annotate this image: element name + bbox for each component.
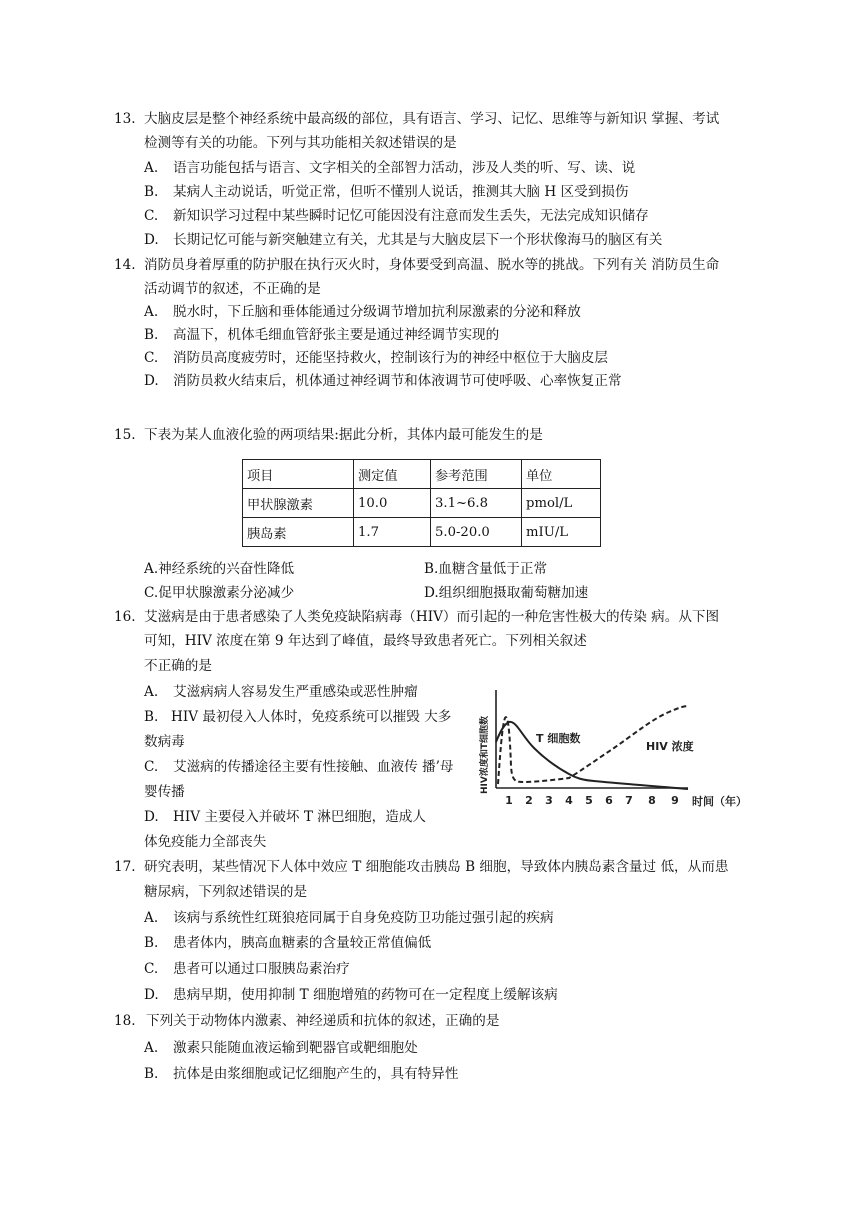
q17-stem-line2: 糖尿病，下列叙述错误的是 <box>144 884 308 900</box>
table-cell: 10.0 <box>354 489 431 518</box>
table-header-cell: 项目 <box>243 460 354 489</box>
q14-stem-line2: 活动调节的叙述，不正确的是 <box>144 281 321 297</box>
table-cell: 1.7 <box>354 518 431 547</box>
q17-option-b-text: 患者体内，胰高血糖素的含量较正常值偏低 <box>173 935 432 951</box>
q13-stem-line2: 检测等有关的功能。下列与其功能相关叙述错误的是 <box>144 135 457 151</box>
lab-results-table <box>242 459 601 547</box>
table-row <box>243 518 601 547</box>
q13-option-d-label: D. <box>144 232 159 248</box>
q17-stem-line1: 研究表明，某些情况下人体中效应 T 细胞能攻击胰岛 B 细胞，导致体内胰岛素含量过 低，从而患 <box>144 859 729 875</box>
x-tick-label: 6 <box>605 794 613 807</box>
chart-y-label: HIV浓度和T细胞数 <box>480 716 490 794</box>
hiv-tcell-chart <box>474 686 774 814</box>
q14-number: 14. <box>114 257 136 273</box>
q16-stem-line2: 可知，HIV 浓度在第 9 年达到了峰值，最终导致患者死亡。下列相关叙述 <box>144 633 587 649</box>
q16-option-c-label: C. <box>144 759 159 775</box>
q13-number: 13. <box>114 111 136 127</box>
q17-option-a-label: A. <box>144 910 159 926</box>
chart-x-ticks <box>505 794 679 807</box>
q18-option-b-label: B. <box>144 1066 159 1082</box>
hiv-series-label: HIV 浓度 <box>646 740 694 753</box>
x-tick-label: 4 <box>565 794 573 807</box>
q18-option-b-text: 抗体是由浆细胞或记忆细胞产生的，具有特异性 <box>173 1066 459 1082</box>
chart-x-label: 时间（年） <box>692 795 747 808</box>
q15-option-a: A.神经系统的兴奋性降低 <box>144 561 295 577</box>
table-header-cell: 测定值 <box>354 460 431 489</box>
table-header-row <box>243 460 601 489</box>
q15-option-d: D.组织细胞摄取葡萄糖加速 <box>424 585 589 601</box>
table-cell: 5.0-20.0 <box>431 518 522 547</box>
q16-option-d-label: D. <box>144 809 159 825</box>
q14-option-b-text: 高温下，机体毛细血管舒张主要是通过神经调节实现的 <box>173 327 500 343</box>
q15-option-c: C.促甲状腺激素分泌减少 <box>144 585 295 601</box>
q16-option-c-text1: 艾滋病的传播途径主要有性接触、血液传 播’母 <box>173 759 454 775</box>
q18-option-a-label: A. <box>144 1040 159 1056</box>
table-cell: 胰岛素 <box>243 518 354 547</box>
q18-option-a-text: 激素只能随血液运输到靶器官或靶细胞处 <box>173 1040 418 1056</box>
q16-number: 16. <box>114 609 136 625</box>
table-cell: pmol/L <box>522 489 601 518</box>
table-cell: 甲状腺激素 <box>243 489 354 518</box>
q15-option-b: B.血糖含量低于正常 <box>424 561 548 577</box>
table-header-cell: 参考范围 <box>431 460 522 489</box>
q16-option-c-text2: 婴传播 <box>144 784 185 800</box>
q16-option-d-text1: HIV 主要侵入并破坏 T 淋巴细胞，造成人 <box>173 809 426 825</box>
q16-option-a-label: A. <box>144 684 159 700</box>
q16-option-d-text2: 体免疫能力全部丧失 <box>144 834 267 850</box>
q17-option-c-label: C. <box>144 961 159 977</box>
q17-option-a-text: 该病与系统性红斑狼疮同属于自身免疫防卫功能过强引起的疾病 <box>173 910 554 926</box>
q16-stem-line1: 艾滋病是由于患者感染了人类免疫缺陷病毒（HIV）而引起的一种危害性极大的传染 病。从下图 <box>144 609 720 625</box>
q14-option-c-label: C. <box>144 350 159 366</box>
q17-option-d-label: D. <box>144 987 159 1003</box>
x-tick-label: 1 <box>505 794 513 807</box>
t-cell-series-label: T 细胞数 <box>536 732 581 745</box>
q17-option-c-text: 患者可以通过口服胰岛素治疗 <box>173 961 350 977</box>
q13-option-b-label: B. <box>144 184 159 200</box>
q13-option-a-text: 语言功能包括与语言、文字相关的全部智力活动，涉及人类的听、写、读、说 <box>173 160 636 176</box>
table-header-cell: 单位 <box>522 460 601 489</box>
q16-option-a-text: 艾滋病病人容易发生严重感染或恶性肿瘤 <box>173 684 418 700</box>
q14-option-b-label: B. <box>144 327 159 343</box>
x-tick-label: 5 <box>585 794 593 807</box>
x-tick-label: 9 <box>671 794 679 807</box>
x-tick-label: 7 <box>625 794 633 807</box>
q14-option-a-text: 脱水时，下丘脑和垂体能通过分级调节增加抗利尿激素的分泌和释放 <box>173 304 581 320</box>
q17-number: 17. <box>114 859 136 875</box>
x-tick-label: 3 <box>545 794 553 807</box>
q14-stem-line1: 消防员身着厚重的防护服在执行灭火时，身体要受到高温、脱水等的挑战。下列有关 消防员生命 <box>144 257 720 273</box>
q16-option-b-label: B. <box>144 709 159 725</box>
table-row <box>243 489 601 518</box>
q18-number: 18. <box>114 1013 136 1029</box>
q13-option-a-label: A. <box>144 160 159 176</box>
q18-stem: 下列关于动物体内激素、神经递质和抗体的叙述，正确的是 <box>146 1013 500 1029</box>
q17-option-b-label: B. <box>144 935 159 951</box>
q14-option-a-label: A. <box>144 304 159 320</box>
q13-option-b-text: 某病人主动说话，听觉正常，但听不懂别人说话，推测其大脑 H 区受到损伤 <box>173 184 629 200</box>
q14-option-d-text: 消防员救火结束后，机体通过神经调节和体液调节可使呼吸、心率恢复正常 <box>173 373 622 389</box>
q13-option-c-text: 新知识学习过程中某些瞬时记忆可能因没有注意而发生丢失，无法完成知识储存 <box>173 208 649 224</box>
q17-option-d-text: 患病早期，使用抑制 T 细胞增殖的药物可在一定程度上缓解该病 <box>173 987 558 1003</box>
q14-option-c-text: 消防员高度疲劳时，还能坚持救火，控制该行为的神经中枢位于大脑皮层 <box>173 350 608 366</box>
q16-option-b-text1: HIV 最初侵入人体时，免疫系统可以摧毁 大多 <box>171 709 452 725</box>
q16-stem-line3: 不正确的是 <box>144 658 212 674</box>
x-tick-label: 8 <box>648 794 656 807</box>
q13-option-c-label: C. <box>144 208 159 224</box>
table-cell: mIU/L <box>522 518 601 547</box>
q16-option-b-text2: 数病毒 <box>144 734 185 750</box>
q13-option-d-text: 长期记忆可能与新突触建立有关，尤其是与大脑皮层下一个形状像海马的脑区有关 <box>173 232 663 248</box>
t-cell-line <box>496 722 688 789</box>
q15-stem: 下表为某人血液化验的两项结果:据此分析，其体内最可能发生的是 <box>144 427 543 443</box>
q14-option-d-label: D. <box>144 373 159 389</box>
q13-stem-line1: 大脑皮层是整个神经系统中最高级的部位，具有语言、学习、记忆、思维等与新知识 掌握、考试 <box>144 111 720 127</box>
table-cell: 3.1~6.8 <box>431 489 522 518</box>
x-tick-label: 2 <box>525 794 533 807</box>
q15-number: 15. <box>114 427 136 443</box>
